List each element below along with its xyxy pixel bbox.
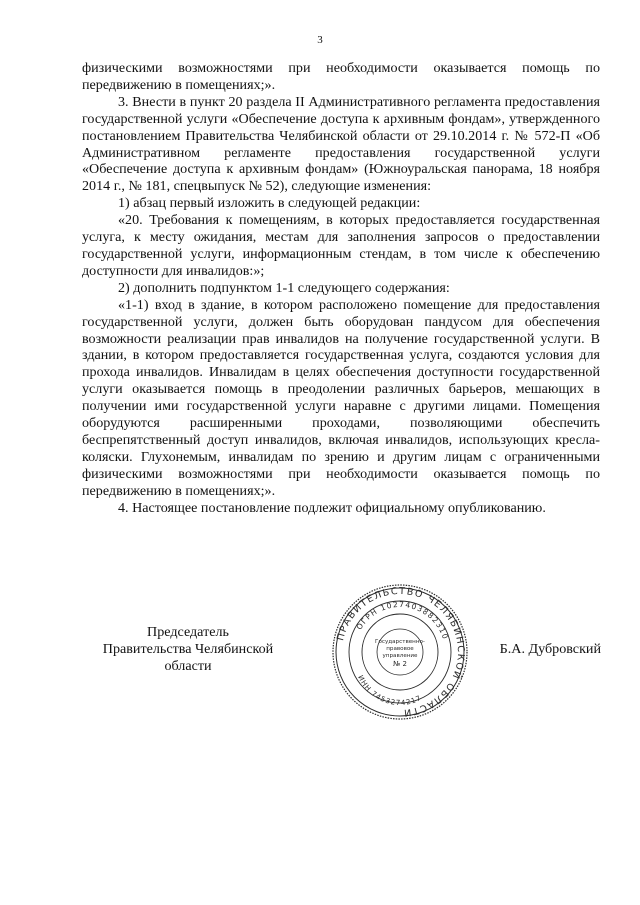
signature-title [82, 624, 294, 675]
official-seal-stamp [330, 582, 470, 722]
paragraph-quote-1-1: «1-1) вход в здание, в котором расположено помещение для предоставления государственной услуги, должен быть оборудован пандусом для обеспечения возможности реализации прав инвалидов на получение государственной услуги. В здании, в котором предоставляется государственная услуга, создаются условия для прохода инвалидов. Инвалидам в целях обеспечения доступности государственной услуги оказывается помощь в преодолении различных барьеров, мешающих в получении ими государственной услуги наравне с другими лицами. Помещения оборудуются расширенными проходами, позволяющими обеспечить беспрепятственный доступ инвалидов, включая инвалидов, использующих кресла-коляски. Глухонемым, инвалидам по зрению и другим лицам с ограниченными физическими возможностями при необходимости оказывается помощь по передвижению в помещениях;». [82, 296, 600, 499]
paragraph-subitem-2: 2) дополнить подпунктом 1-1 следующего содержания: [118, 279, 450, 296]
signature-title-line2: Правительства Челябинской области [102, 641, 274, 674]
paragraph-quote-20: «20. Требования к помещениям, в которых предоставляется государственная услуга, к месту ожидания, местам для заполнения запросов о предоставлении государственной услуги, информационным стендам, в том числе к обеспечению доступности для инвалидов:»; [82, 212, 600, 279]
seal-center-line2: правовое [386, 646, 414, 652]
seal-center-line1: Государственно- [375, 639, 425, 645]
seal-center-line4: № 2 [393, 660, 407, 668]
signature-title-line1: Председатель [147, 624, 229, 640]
signature-name: Б.А. Дубровский [499, 641, 601, 657]
paragraph-continuation: физическими возможностями при необходимости оказывается помощь по передвижению в помещениях;». [82, 60, 600, 93]
svg-text:ИНН 7453274217 [356, 674, 423, 707]
seal-inn-text: ИНН 7453274217 [356, 673, 423, 708]
seal-outer-text: ПРАВИТЕЛЬСТВО ЧЕЛЯБИНСКОЙ ОБЛАСТИ [335, 585, 467, 719]
document-body [82, 60, 600, 516]
paragraph-item-3: 3. Внести в пункт 20 раздела II Административного регламента предоставления государственной услуги «Обеспечение доступа к архивным фондам», утвержденного постановлением Правительства Челябинской области от 29.10.2014 г. № 572-П «Об Административном регламенте предоставления государственной услуги «Обеспечение доступа к архивным фондам» (Южноуральская панорама, 18 ноября 2014 г., № 181, спецвыпуск № 52), следующие изменения: [82, 93, 600, 195]
paragraph-subitem-1: 1) абзац первый изложить в следующей редакции: [118, 195, 421, 212]
seal-center-line3: управление [382, 653, 418, 659]
page-number: 3 [317, 34, 323, 46]
seal-ogrn-text: ОГРН 1027403882310 [354, 599, 451, 642]
paragraph-item-4: 4. Настоящее постановление подлежит официальному опубликованию. [118, 499, 546, 516]
